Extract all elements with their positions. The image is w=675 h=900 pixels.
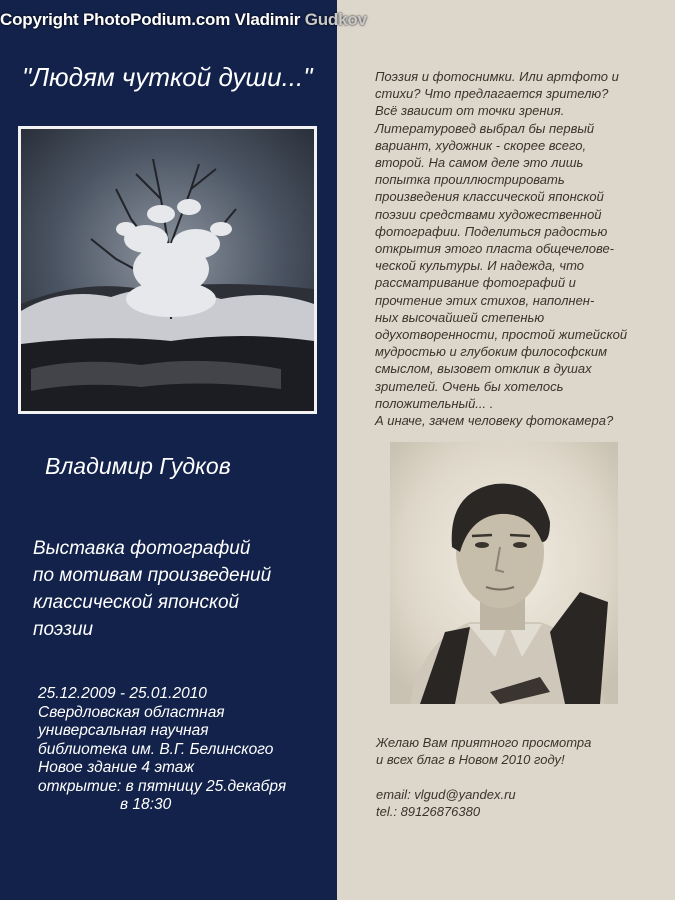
exhibition-line: классической японской — [33, 592, 240, 613]
description-line: ных высочайшей степенью — [375, 309, 545, 325]
portrait-image — [390, 442, 618, 704]
description-line: положительный... . — [375, 395, 494, 411]
poster-title: "Людям чуткой души..." — [22, 62, 313, 92]
watermark-end: Gudkov — [304, 10, 367, 29]
exhibition-line: поэзии — [33, 619, 94, 640]
event-dates: 25.12.2009 - 25.01.2010 — [38, 685, 207, 702]
description-line: Всё зваисит от точки зрения. — [375, 103, 565, 119]
wish-line: и всех благ в Новом 2010 году! — [376, 752, 565, 768]
snow-tree-photo — [18, 126, 317, 414]
description-line: второй. На самом деле это лишь — [375, 155, 584, 171]
description-line: прочтение этих стихов, наполнен- — [375, 292, 595, 308]
phone-text: tel.: 89126876380 — [376, 804, 481, 820]
exhibition-line: по мотивам произведений — [33, 565, 272, 586]
exhibition-line: Выставка фотографий — [33, 538, 251, 559]
opening-line: открытие: в пятницу 25.декабря — [38, 777, 287, 795]
email-text: email: vlgud@yandex.ru — [376, 787, 516, 802]
venue-line: Свердловская областная — [38, 703, 225, 721]
description-line: Литературовед выбрал бы первый — [375, 120, 595, 136]
description-line: поэзии средствами художественной — [375, 206, 602, 222]
description-line: стихи? Что предлагается зрителю? — [375, 86, 609, 102]
description-line: попытка проиллюстрировать — [375, 172, 565, 188]
exhibition-title — [33, 535, 271, 643]
description-line: Поэзия и фотоснимки. Или артфото и — [375, 69, 619, 84]
description-line: мудростью и глубоким философским — [375, 344, 608, 360]
event-info — [38, 685, 286, 815]
venue-line: библиотека им. В.Г. Белинского — [38, 740, 274, 758]
description-line: рассматривание фотографий и — [375, 275, 576, 291]
description-line: открытия этого пласта общечелове- — [375, 241, 615, 257]
description-line: фотографии. Поделиться радостью — [375, 223, 608, 239]
description-line: одухотворенности, простой житейской — [375, 327, 628, 343]
description-text — [375, 68, 645, 429]
new-year-wish — [376, 734, 591, 768]
description-line: смыслом, вызовет отклик в душах — [375, 361, 592, 377]
venue-line: Новое здание 4 этаж — [38, 759, 194, 776]
contact-info — [376, 786, 516, 820]
copyright-watermark — [0, 10, 367, 30]
opening-time: в 18:30 — [120, 796, 172, 813]
venue-line: универсальная научная — [38, 722, 209, 739]
author-portrait-photo — [390, 442, 618, 704]
description-line: зрителей. Очень бы хотелось — [375, 378, 564, 394]
wish-line: Желаю Вам приятного просмотра — [376, 735, 592, 750]
description-line: вариант, художник - скорее всего, — [375, 137, 587, 153]
description-line: А иначе, зачем человеку фотокамера? — [375, 413, 614, 429]
description-line: произведения классической японской — [375, 189, 604, 205]
watermark-main: Copyright PhotoPodium.com Vladimir — [0, 10, 305, 29]
snow-tree-image — [21, 129, 314, 411]
description-line: ческой культуры. И надежда, что — [375, 258, 585, 274]
author-name: Владимир Гудков — [45, 453, 231, 479]
